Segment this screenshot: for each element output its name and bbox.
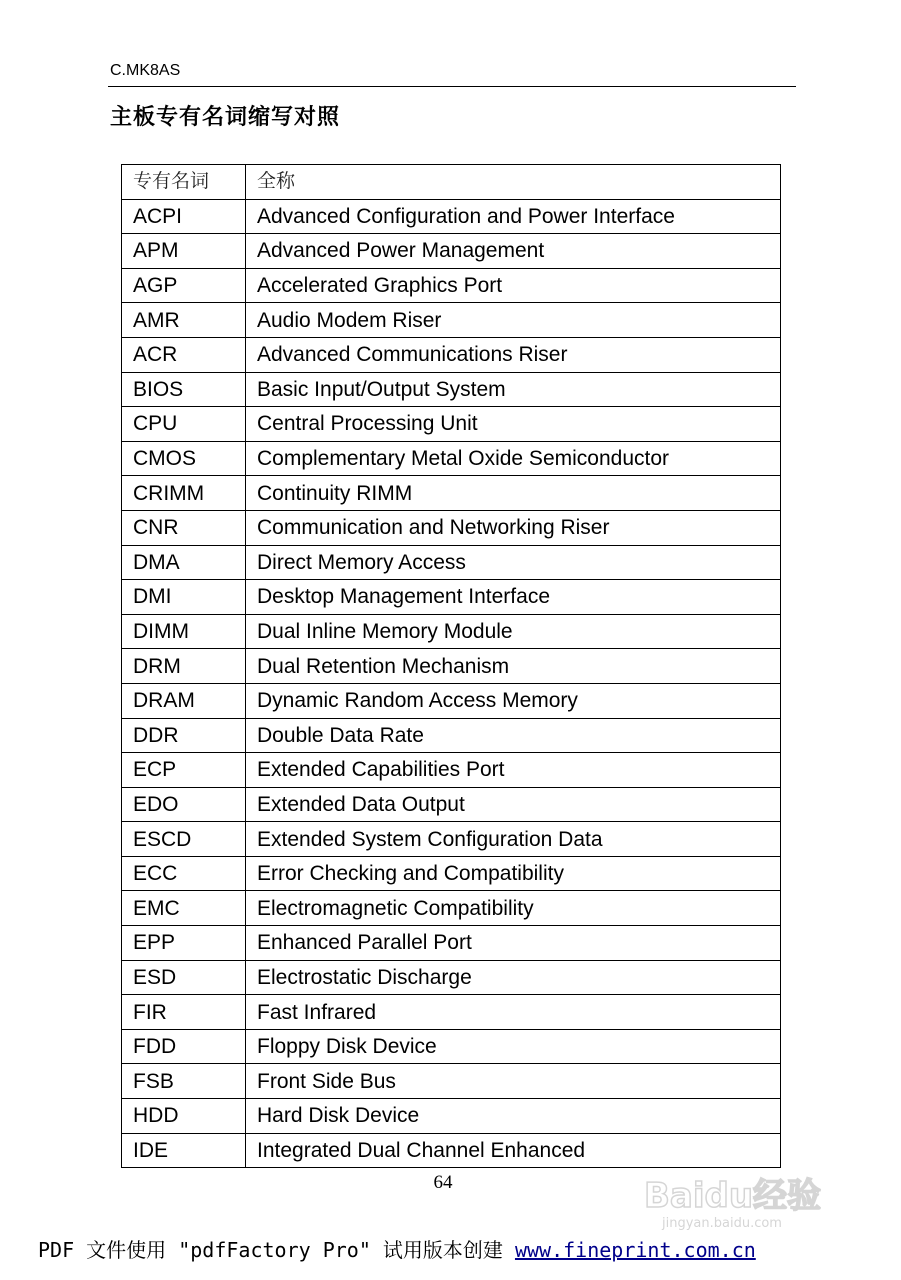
abbreviation-cell: DRAM — [122, 683, 246, 718]
abbreviation-cell: ECC — [122, 856, 246, 891]
table-row — [122, 545, 781, 580]
abbreviation-cell: AMR — [122, 303, 246, 338]
abbreviation-cell: HDD — [122, 1099, 246, 1134]
table-row — [122, 303, 781, 338]
watermark-url: jingyan.baidu.com — [662, 1216, 782, 1231]
table-row — [122, 234, 781, 269]
abbreviation-cell: ESCD — [122, 822, 246, 857]
page-title: 主板专有名词缩写对照 — [110, 105, 341, 130]
table-row — [122, 1099, 781, 1134]
baidu-watermark — [640, 1140, 860, 1240]
abbreviation-cell: FSB — [122, 1064, 246, 1099]
abbreviation-cell: DRM — [122, 649, 246, 684]
full-name-cell: Extended Capabilities Port — [246, 753, 781, 788]
full-name-cell: Advanced Communications Riser — [246, 337, 781, 372]
full-name-cell: Complementary Metal Oxide Semiconductor — [246, 441, 781, 476]
abbreviation-cell: CPU — [122, 407, 246, 442]
full-name-cell: Extended Data Output — [246, 787, 781, 822]
full-name-cell: Fast Infrared — [246, 995, 781, 1030]
abbreviation-cell: EDO — [122, 787, 246, 822]
table-row — [122, 614, 781, 649]
abbreviation-cell: IDE — [122, 1133, 246, 1168]
full-name-cell: Integrated Dual Channel Enhanced — [246, 1133, 781, 1168]
table-row — [122, 718, 781, 753]
full-name-cell: Audio Modem Riser — [246, 303, 781, 338]
watermark-logo: Baidu经验 — [644, 1176, 822, 1216]
full-name-cell: Dual Inline Memory Module — [246, 614, 781, 649]
header-divider — [108, 86, 796, 87]
table-row — [122, 199, 781, 234]
full-name-cell: Central Processing Unit — [246, 407, 781, 442]
table-row — [122, 1029, 781, 1064]
abbreviation-cell: ACR — [122, 337, 246, 372]
table-row — [122, 1064, 781, 1099]
abbreviation-cell: DMA — [122, 545, 246, 580]
abbreviation-cell: FDD — [122, 1029, 246, 1064]
full-name-cell: Desktop Management Interface — [246, 580, 781, 615]
full-name-cell: Dual Retention Mechanism — [246, 649, 781, 684]
abbreviation-cell: DMI — [122, 580, 246, 615]
table-row — [122, 891, 781, 926]
abbreviation-cell: ACPI — [122, 199, 246, 234]
full-name-cell: Front Side Bus — [246, 1064, 781, 1099]
full-name-cell: Extended System Configuration Data — [246, 822, 781, 857]
abbreviation-cell: DDR — [122, 718, 246, 753]
column-header-term: 专有名词 — [122, 165, 246, 200]
full-name-cell: Floppy Disk Device — [246, 1029, 781, 1064]
footer-link[interactable]: www.fineprint.com.cn — [514, 1238, 756, 1262]
full-name-cell: Electrostatic Discharge — [246, 960, 781, 995]
table-row — [122, 856, 781, 891]
table-row — [122, 787, 781, 822]
abbreviation-cell: ECP — [122, 753, 246, 788]
column-header-fullname: 全称 — [246, 165, 781, 200]
table-row — [122, 926, 781, 961]
abbreviation-cell: EMC — [122, 891, 246, 926]
table-header-row — [122, 165, 781, 200]
footer-text: PDF 文件使用 "pdfFactory Pro" 试用版本创建 — [38, 1238, 515, 1262]
full-name-cell: Error Checking and Compatibility — [246, 856, 781, 891]
table-row — [122, 407, 781, 442]
full-name-cell: Direct Memory Access — [246, 545, 781, 580]
abbreviation-cell: AGP — [122, 268, 246, 303]
full-name-cell: Hard Disk Device — [246, 1099, 781, 1134]
abbreviation-cell: APM — [122, 234, 246, 269]
full-name-cell: Electromagnetic Compatibility — [246, 891, 781, 926]
table-row — [122, 476, 781, 511]
full-name-cell: Advanced Configuration and Power Interface — [246, 199, 781, 234]
abbreviation-cell: FIR — [122, 995, 246, 1030]
table-row — [122, 580, 781, 615]
full-name-cell: Advanced Power Management — [246, 234, 781, 269]
full-name-cell: Enhanced Parallel Port — [246, 926, 781, 961]
full-name-cell: Accelerated Graphics Port — [246, 268, 781, 303]
page-number: 64 — [433, 1172, 453, 1193]
table-row — [122, 649, 781, 684]
full-name-cell: Double Data Rate — [246, 718, 781, 753]
abbreviation-cell: BIOS — [122, 372, 246, 407]
abbreviation-cell: ESD — [122, 960, 246, 995]
abbreviation-cell: CRIMM — [122, 476, 246, 511]
table-row — [122, 441, 781, 476]
table-row — [122, 337, 781, 372]
full-name-cell: Dynamic Random Access Memory — [246, 683, 781, 718]
document-code: C.MK8AS — [110, 62, 181, 79]
abbreviation-cell: CMOS — [122, 441, 246, 476]
full-name-cell: Basic Input/Output System — [246, 372, 781, 407]
abbreviation-cell: EPP — [122, 926, 246, 961]
table-row — [122, 372, 781, 407]
abbreviation-cell: DIMM — [122, 614, 246, 649]
table-row — [122, 683, 781, 718]
table-row — [122, 510, 781, 545]
table-row — [122, 960, 781, 995]
table-row — [122, 822, 781, 857]
glossary-table — [121, 164, 781, 1168]
table-row — [122, 268, 781, 303]
table-row — [122, 995, 781, 1030]
full-name-cell: Continuity RIMM — [246, 476, 781, 511]
table-row — [122, 753, 781, 788]
abbreviation-cell: CNR — [122, 510, 246, 545]
full-name-cell: Communication and Networking Riser — [246, 510, 781, 545]
